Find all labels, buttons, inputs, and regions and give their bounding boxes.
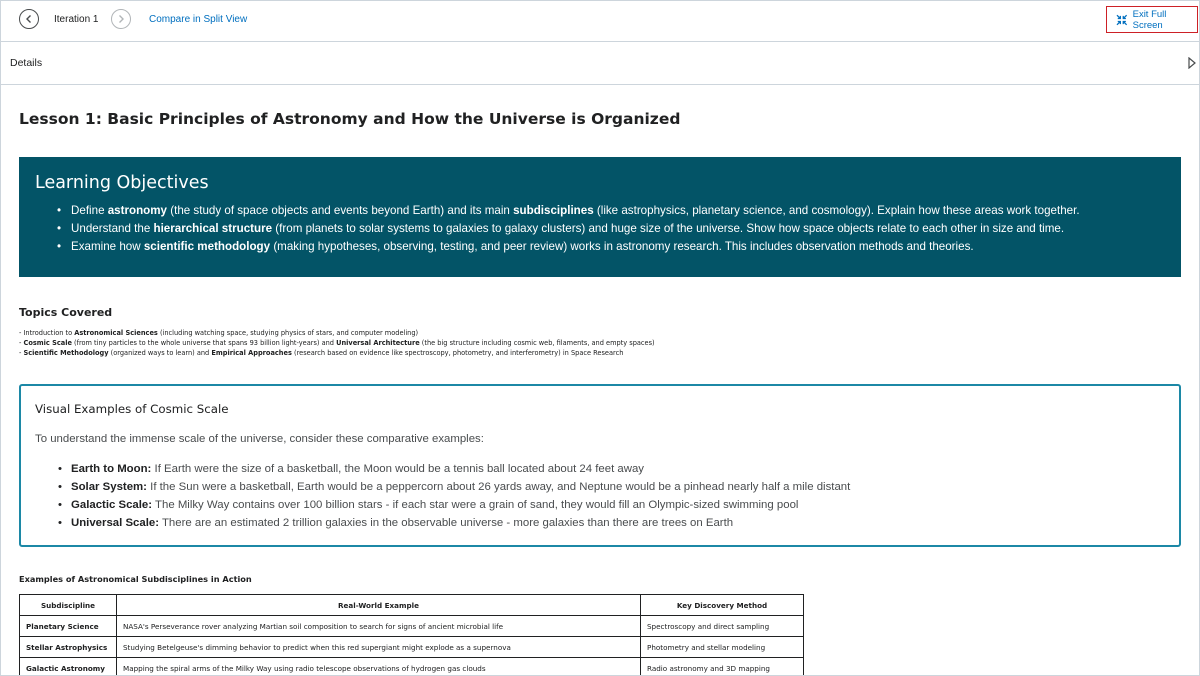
top-toolbar [1,1,1199,42]
topic-text: - Introduction to [19,329,75,337]
topics-heading: Topics Covered [19,306,113,319]
table-cell: Mapping the spiral arms of the Milky Way using radio telescope observations of hydrogen gas clouds [117,658,641,676]
cosmic-scale-heading: Visual Examples of Cosmic Scale [35,402,229,416]
objective-item [71,220,1165,238]
cosmic-scale-item-text: If Earth were the size of a basketball, the Moon would be a tennis ball located about 24 feet away [151,463,644,475]
details-panel-header[interactable] [1,42,1199,85]
table-row [20,637,804,658]
table-cell: Planetary Science [20,616,117,637]
table-cell: Spectroscopy and direct sampling [641,616,804,637]
table-header-row [20,595,804,616]
topic-emphasis: Empirical Approaches [211,349,292,357]
next-iteration-button[interactable] [111,9,131,29]
objective-text: (from planets to solar systems to galaxies to galaxy clusters) and huge size of the universe. Show how space objects relate to each other in size and time. [272,222,1065,235]
chevron-left-icon [24,14,34,24]
cosmic-scale-list [71,460,850,532]
table-cell: Stellar Astrophysics [20,637,117,658]
cosmic-scale-item-text: If the Sun were a basketball, Earth would be a peppercorn about 26 yards away, and Neptune would be a pinhead nearly half a mile distant [146,481,851,493]
exit-fullscreen-label: Exit Full Screen [1132,8,1167,31]
triangle-right-icon[interactable] [1188,57,1196,69]
objectives-heading: Learning Objectives [35,173,209,193]
objective-text: (like astrophysics, planetary science, and cosmology). Explain how these areas work together. [593,204,1080,217]
objective-text: (the study of space objects and events beyond Earth) and its main [167,204,514,217]
compare-split-view-link[interactable]: Compare in Split View [149,14,248,25]
iteration-label: Iteration 1 [54,14,99,25]
examples-heading: Examples of Astronomical Subdisciplines in Action [19,574,252,584]
topic-emphasis: Astronomical Sciences [74,329,158,337]
objective-text: (making hypotheses, observing, testing, and peer review) works in astronomy research. This includes observation methods and theories. [270,240,974,253]
table-column-header: Key Discovery Method [641,595,804,616]
cosmic-scale-item-label: Galactic Scale: [71,499,153,511]
collapse-icon [1116,14,1128,26]
table-row [20,616,804,637]
chevron-right-icon [116,14,126,24]
objectives-list [35,202,1165,256]
cosmic-scale-item-label: Solar System: [71,481,147,493]
topic-emphasis: Scientific Methodology [23,349,109,357]
topics-list [19,328,655,358]
objective-emphasis: subdisciplines [513,204,594,217]
table-cell: Galactic Astronomy [20,658,117,676]
cosmic-scale-item-label: Earth to Moon: [71,463,152,475]
cosmic-scale-item [71,478,850,496]
cosmic-scale-box [19,384,1181,547]
table-cell: Photometry and stellar modeling [641,637,804,658]
topic-line [19,338,655,348]
table-cell: Studying Betelgeuse's dimming behavior to predict when this red supergiant might explode as a supernova [117,637,641,658]
topic-text: (including watching space, studying physics of stars, and computer modeling) [157,329,419,337]
cosmic-scale-item-text: There are an estimated 2 trillion galaxies in the observable universe - more galaxies than there are trees on Earth [159,517,734,529]
objective-text: Understand the [71,222,154,235]
exit-fullscreen-button[interactable] [1106,6,1198,33]
table-row [20,658,804,676]
objective-emphasis: astronomy [107,204,168,217]
objective-text: Examine how [71,240,144,253]
objective-item [71,202,1165,220]
topic-text: (the big structure including cosmic web, filaments, and empty spaces) [419,339,655,347]
topic-text: (from tiny particles to the whole universe that spans 93 billion light-years) and [71,339,337,347]
cosmic-scale-item [71,460,850,478]
previous-iteration-button[interactable] [19,9,39,29]
objective-emphasis: scientific methodology [143,240,271,253]
cosmic-scale-intro: To understand the immense scale of the universe, consider these comparative examples: [35,433,484,445]
topic-text: - [19,349,24,357]
topic-text: (research based on evidence like spectroscopy, photometry, and interferometry) in Space Research [291,349,624,357]
table-cell: Radio astronomy and 3D mapping [641,658,804,676]
table-body [20,616,804,676]
topic-line [19,348,655,358]
topic-text: (organized ways to learn) and [108,349,212,357]
objective-text: Define [71,204,108,217]
lesson-title: Lesson 1: Basic Principles of Astronomy and How the Universe is Organized [19,110,681,128]
cosmic-scale-item [71,496,850,514]
topic-emphasis: Universal Architecture [336,339,420,347]
topic-text: - [19,339,24,347]
topic-line [19,328,655,338]
cosmic-scale-item [71,514,850,532]
cosmic-scale-item-label: Universal Scale: [71,517,160,529]
details-label: Details [10,57,43,69]
topic-emphasis: Cosmic Scale [23,339,72,347]
objective-item [71,238,1165,256]
lesson-content [1,85,1199,676]
cosmic-scale-item-text: The Milky Way contains over 100 billion stars - if each star were a grain of sand, they would fill an Olympic-sized swimming pool [152,499,799,511]
subdisciplines-table [19,594,804,676]
table-cell: NASA's Perseverance rover analyzing Martian soil composition to search for signs of ancient microbial life [117,616,641,637]
table-column-header: Real-World Example [117,595,641,616]
table-column-header: Subdiscipline [20,595,117,616]
learning-objectives-box [19,157,1181,277]
objective-emphasis: hierarchical structure [153,222,273,235]
